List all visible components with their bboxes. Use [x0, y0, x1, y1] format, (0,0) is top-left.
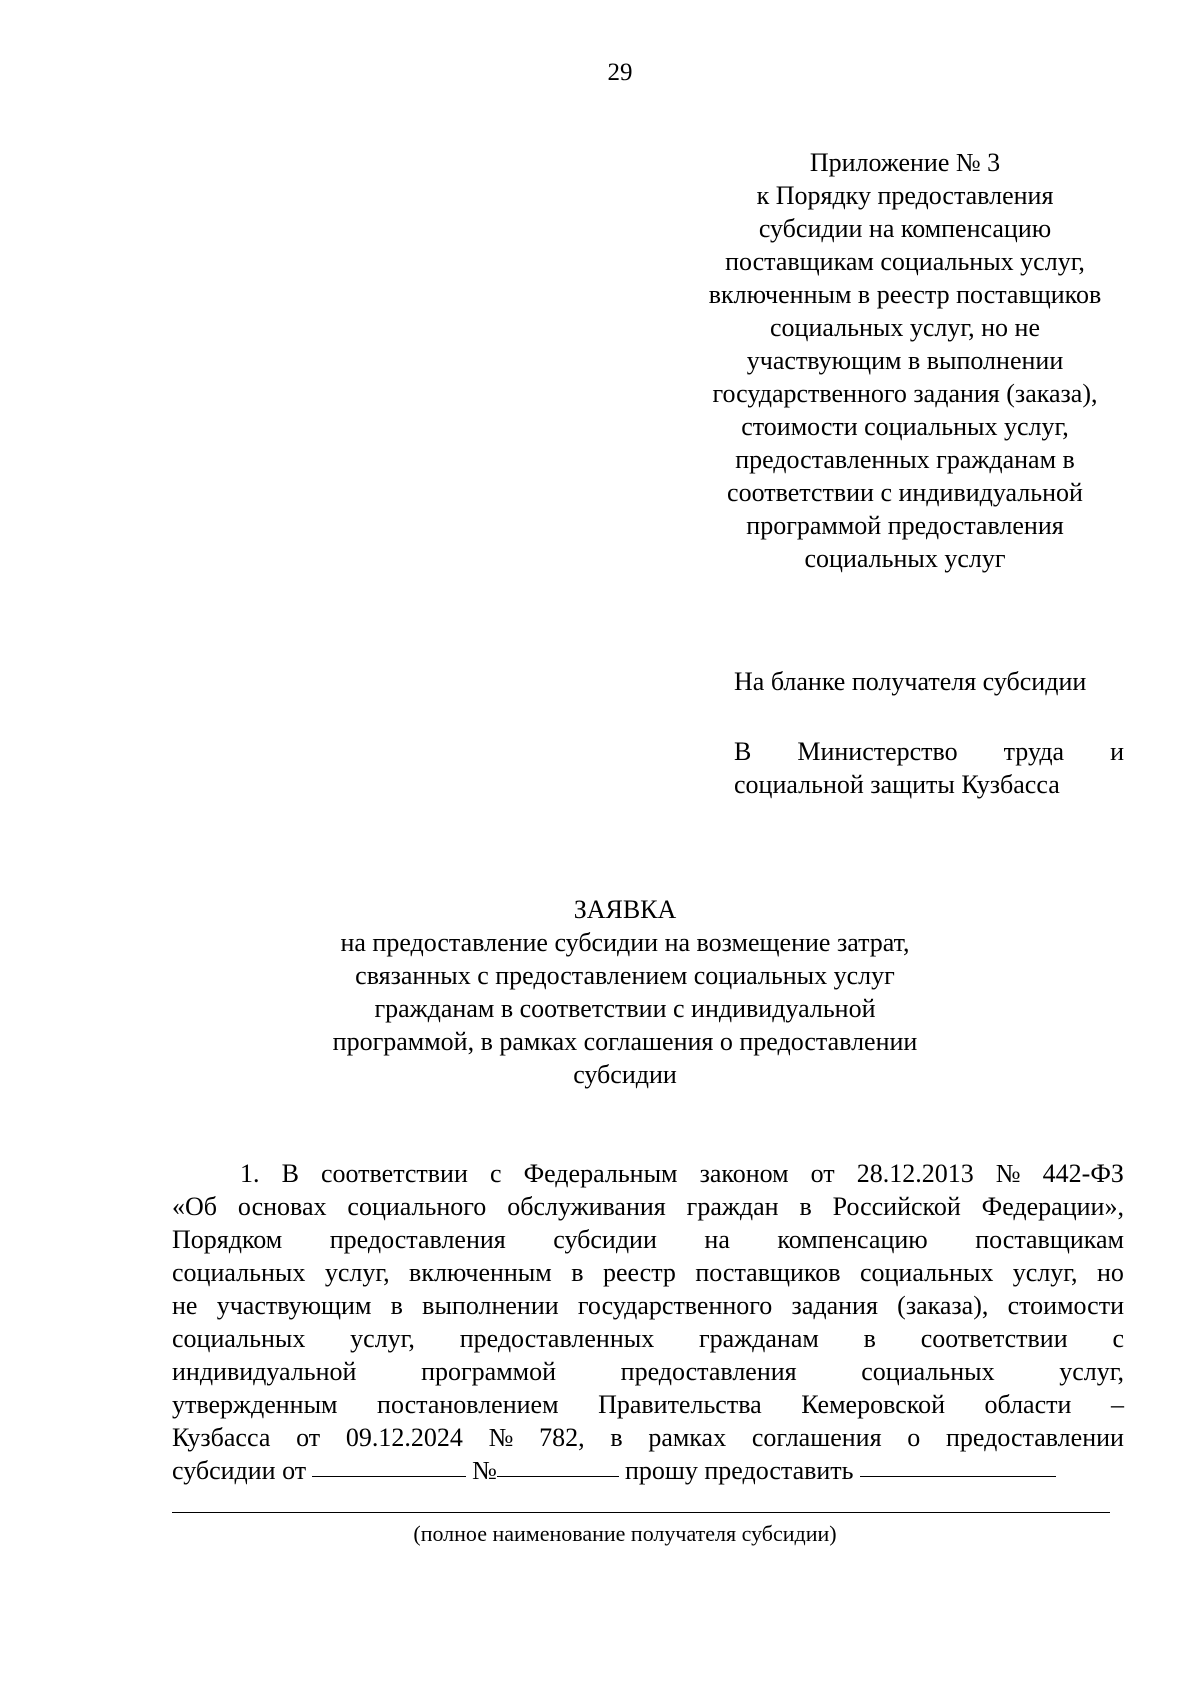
paragraph-word: Кемеровской — [801, 1390, 945, 1419]
appendix-line: поставщикам социальных услуг, — [725, 247, 1085, 276]
appendix-line: предоставленных гражданам в — [735, 445, 1075, 474]
paragraph-line — [172, 1157, 1124, 1190]
paragraph-line — [172, 1223, 1124, 1256]
paragraph-word: 09.12.2024 — [345, 1423, 463, 1452]
paragraph-word: предоставленных — [459, 1324, 655, 1353]
paragraph-word: – — [1110, 1390, 1124, 1419]
paragraph-line — [172, 1355, 1124, 1388]
addressee-word: и — [1110, 737, 1124, 766]
paragraph-word: включенным — [409, 1258, 552, 1287]
paragraph-word: не — [172, 1291, 198, 1320]
addressee-word: В — [734, 737, 752, 766]
addressee-word: Министерство — [797, 737, 958, 766]
paragraph-word: социального — [347, 1192, 487, 1221]
paragraph-word: от — [296, 1423, 321, 1452]
appendix-line: государственного задания (заказа), — [712, 379, 1098, 408]
paragraph-word: стоимости — [1007, 1291, 1124, 1320]
paragraph-word: в — [571, 1258, 584, 1287]
appendix-line: Приложение № 3 — [809, 148, 1001, 177]
paragraph-word: услуг, — [1059, 1357, 1124, 1386]
paragraph-word: основах — [237, 1192, 327, 1221]
subtitle-line: на предоставление субсидии на возмещение затрат, — [340, 928, 910, 957]
paragraph-word: граждан — [686, 1192, 779, 1221]
paragraph-word: поставщикам — [975, 1225, 1124, 1254]
paragraph-line — [172, 1289, 1124, 1322]
paragraph-word: предоставления — [620, 1357, 797, 1386]
appendix-line: социальных услуг — [804, 544, 1006, 573]
subtitle-line: субсидии — [573, 1060, 677, 1089]
paragraph-word: (заказа), — [897, 1291, 989, 1320]
paragraph-word: обслуживания — [507, 1192, 666, 1221]
recipient-name-blank[interactable] — [860, 1454, 1056, 1477]
paragraph-word: индивидуальной — [172, 1357, 357, 1386]
paragraph-word: в — [863, 1324, 876, 1353]
paragraph-word: социальных — [859, 1258, 994, 1287]
paragraph-word: в — [610, 1423, 623, 1452]
paragraph-word: с — [1112, 1324, 1124, 1353]
fill-label-date: субсидии от — [172, 1456, 307, 1485]
paragraph-word: реестр — [602, 1258, 676, 1287]
paragraph-word: постановлением — [377, 1390, 559, 1419]
paragraph-word: социальных — [172, 1258, 306, 1287]
paragraph-word: 782, — [539, 1423, 585, 1452]
paragraph-word: государственного — [577, 1291, 773, 1320]
paragraph-line — [172, 1256, 1124, 1289]
paragraph-word: поставщиков — [695, 1258, 841, 1287]
paragraph-word: соглашения — [751, 1423, 882, 1452]
addressee-word: труда — [1003, 737, 1065, 766]
paragraph-word: «Об — [172, 1192, 218, 1221]
addressee-line-1 — [734, 735, 1124, 768]
paragraph-word: № — [995, 1159, 1021, 1188]
appendix-line: программой предоставления — [746, 511, 1064, 540]
paragraph-word: законом — [699, 1159, 789, 1188]
paragraph-1 — [172, 1157, 1124, 1487]
addressee-line-2: социальной защиты Кузбасса — [734, 770, 1060, 799]
fill-label-request: прошу предоставить — [624, 1456, 854, 1485]
recipient-name-full-line[interactable] — [172, 1512, 1110, 1513]
paragraph-word: Правительства — [598, 1390, 762, 1419]
paragraph-word: соответствии — [920, 1324, 1068, 1353]
fill-label-number: № — [472, 1456, 497, 1485]
agreement-number-blank[interactable] — [497, 1454, 619, 1477]
paragraph-word: предоставления — [329, 1225, 506, 1254]
paragraph-word: компенсацию — [777, 1225, 928, 1254]
appendix-line: к Порядку предоставления — [756, 181, 1054, 210]
recipient-name-caption: (полное наименование получателя субсидии) — [413, 1521, 837, 1546]
appendix-line: включенным в реестр поставщиков — [708, 280, 1102, 309]
paragraph-word: предоставлении — [946, 1423, 1124, 1452]
subtitle-line: гражданам в соответствии с индивидуальной — [374, 994, 876, 1023]
paragraph-word: выполнении — [422, 1291, 559, 1320]
appendix-line: социальных услуг, но не — [770, 313, 1040, 342]
paragraph-word: Порядком — [172, 1225, 283, 1254]
paragraph-word: утвержденным — [172, 1390, 338, 1419]
paragraph-word: социальных — [861, 1357, 995, 1386]
paragraph-word: с — [489, 1159, 502, 1188]
document-subtitle — [50, 926, 1200, 1091]
paragraph-word: участвующим — [216, 1291, 372, 1320]
addressee-block — [734, 735, 1124, 801]
document-heading: ЗАЯВКА — [573, 895, 677, 924]
appendix-header — [680, 146, 1130, 575]
paragraph-word: Федеральным — [523, 1159, 678, 1188]
paragraph-word: Федерации», — [981, 1192, 1124, 1221]
paragraph-word: но — [1097, 1258, 1124, 1287]
paragraph-word: в — [799, 1192, 812, 1221]
page-number: 29 — [607, 59, 633, 86]
paragraph-word: субсидии — [553, 1225, 657, 1254]
appendix-line: соответствии с индивидуальной — [727, 478, 1083, 507]
letterhead-note: На бланке получателя субсидии — [734, 667, 1087, 696]
paragraph-word: 28.12.2013 — [856, 1159, 974, 1188]
subtitle-line: программой, в рамках соглашения о предоставлении — [332, 1027, 918, 1056]
paragraph-word: Российской — [832, 1192, 961, 1221]
subtitle-line: связанных с предоставлением социальных услуг — [355, 961, 895, 990]
paragraph-word: на — [704, 1225, 730, 1254]
paragraph-line — [172, 1322, 1124, 1355]
paragraph-word: рамках — [648, 1423, 727, 1452]
appendix-line: субсидии на компенсацию — [758, 214, 1052, 243]
paragraph-word: гражданам — [699, 1324, 819, 1353]
paragraph-word: социальных — [172, 1324, 306, 1353]
paragraph-word: услуг, — [350, 1324, 415, 1353]
paragraph-word: № — [488, 1423, 514, 1452]
paragraph-line — [172, 1421, 1124, 1454]
paragraph-word: соответствии — [320, 1159, 468, 1188]
paragraph-word: о — [907, 1423, 921, 1452]
paragraph-word: В — [281, 1159, 299, 1188]
paragraph-word: услуг, — [1012, 1258, 1078, 1287]
document-title-block — [0, 893, 1200, 1091]
paragraph-word: 1. — [240, 1159, 260, 1188]
appendix-line: участвующим в выполнении — [746, 346, 1064, 375]
paragraph-line — [172, 1388, 1124, 1421]
appendix-line: стоимости социальных услуг, — [741, 412, 1069, 441]
paragraph-word: Кузбасса — [172, 1423, 271, 1452]
paragraph-line — [172, 1190, 1124, 1223]
paragraph-word: 442-ФЗ — [1042, 1159, 1124, 1188]
paragraph-word: услуг, — [324, 1258, 390, 1287]
agreement-date-blank[interactable] — [312, 1454, 466, 1477]
paragraph-word: задания — [791, 1291, 878, 1320]
paragraph-line-fillable — [172, 1454, 1124, 1487]
paragraph-word: от — [810, 1159, 835, 1188]
paragraph-word: в — [390, 1291, 403, 1320]
paragraph-word: программой — [421, 1357, 557, 1386]
paragraph-word: области — [984, 1390, 1072, 1419]
